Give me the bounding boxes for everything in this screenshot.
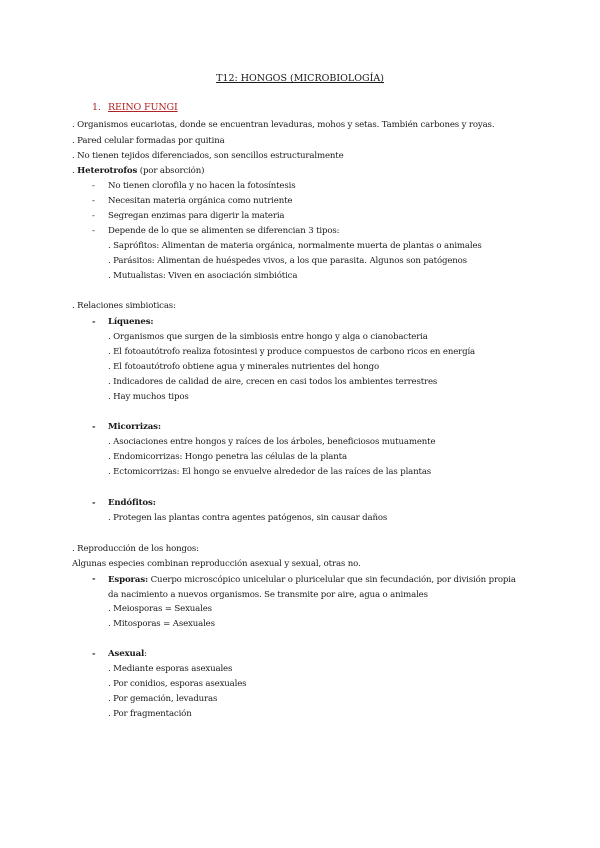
intro-line: . Organismos eucariotas, donde se encuentran levaduras, mohos y setas. También carbones y royas. [72, 120, 495, 130]
heterotrofos-prefix: . [72, 166, 78, 176]
bullet-dash: - [92, 211, 95, 221]
bullet-dash: - [92, 226, 95, 236]
bullet-dash: - [92, 317, 96, 327]
section-label: REINO FUNGI [108, 102, 178, 113]
list-item: . Por gemación, levaduras [108, 694, 218, 704]
endofitos-label: Endófitos: [108, 498, 156, 508]
asexual-heading [108, 648, 147, 660]
list-item: Segregan enzimas para digerir la materia [108, 211, 285, 221]
bullet-dash: - [92, 196, 95, 206]
list-item: . El fotoautótrofo obtiene agua y minerales nutrientes del hongo [108, 362, 380, 372]
bullet-dash: - [92, 422, 96, 432]
micorrizas-label: Micorrizas: [108, 422, 161, 432]
type-item: . Mutualistas: Viven en asociación simbiótica [108, 271, 298, 281]
list-item: . Mitosporas = Asexuales [108, 619, 215, 629]
type-item: . Saprófitos: Alimentan de materia orgánica, normalmente muerta de plantas o animales [108, 241, 482, 251]
asexual-label: Asexual [108, 649, 145, 659]
list-item: . Mediante esporas asexuales [108, 664, 233, 674]
bullet-dash: - [92, 498, 96, 508]
list-item: Necesitan materia orgánica como nutriente [108, 196, 293, 206]
list-item: . Protegen las plantas contra agentes patógenos, sin causar daños [108, 513, 388, 523]
intro-line: . Pared celular formadas por quitina [72, 136, 225, 146]
list-item: . Asociaciones entre hongos y raíces de los árboles, beneficiosos mutuamente [108, 437, 436, 447]
list-item: No tienen clorofila y no hacen la fotosíntesis [108, 181, 296, 191]
list-item: . Ectomicorrizas: El hongo se envuelve alrededor de las raíces de las plantas [108, 467, 432, 477]
esporas-label: Esporas: [108, 575, 149, 585]
liquenes-label: Líquenes: [108, 317, 154, 327]
bullet-dash: - [92, 181, 95, 191]
intro-line: . No tienen tejidos diferenciados, son sencillos estructuralmente [72, 151, 344, 161]
heterotrofos-rest: (por absorción) [137, 166, 205, 176]
bullet-dash: - [92, 649, 96, 659]
section-number: 1. [92, 102, 101, 113]
list-item: . El fotoautótrofo realiza fotosintesi y produce compuestos de carbono ricos en energía [108, 347, 476, 357]
heterotrofos-heading [72, 165, 204, 177]
list-item: . Organismos que surgen de la simbiosis entre hongo y alga o cianobacteria [108, 332, 428, 342]
esporas-paragraph [108, 573, 528, 603]
heterotrofos-label: Heterotrofos [77, 166, 138, 176]
list-item: . Por fragmentación [108, 709, 192, 719]
reproduccion-heading: . Reproducción de los hongos: [72, 544, 199, 554]
list-item: Depende de lo que se alimenten se diferencian 3 tipos: [108, 226, 340, 236]
page-title: T12: HONGOS (MICROBIOLOGÍA) [216, 73, 384, 84]
esporas-text: Cuerpo microscópico unicelular o pluricelular que sin fecundación, por división propia da nacimiento a nuevos organismos. Se transmite por aire, agua o animales [108, 575, 516, 600]
type-item: . Parásitos: Alimentan de huéspedes vivos, a los que parasita. Algunos son patógenos [108, 256, 467, 266]
list-item: . Por conidios, esporas asexuales [108, 679, 247, 689]
section-heading [92, 102, 178, 114]
list-item: . Indicadores de calidad de aire, crecen en casi todos los ambientes terrestres [108, 377, 438, 387]
list-item: . Hay muchos tipos [108, 392, 189, 402]
relaciones-heading: . Relaciones simbioticas: [72, 301, 176, 311]
list-item: . Meiosporas = Sexuales [108, 604, 212, 614]
asexual-colon: : [144, 649, 147, 659]
reproduccion-subtitle: Algunas especies combinan reproducción asexual y sexual, otras no. [72, 559, 361, 569]
list-item: . Endomicorrizas: Hongo penetra las células de la planta [108, 452, 347, 462]
bullet-dash: - [92, 574, 96, 584]
